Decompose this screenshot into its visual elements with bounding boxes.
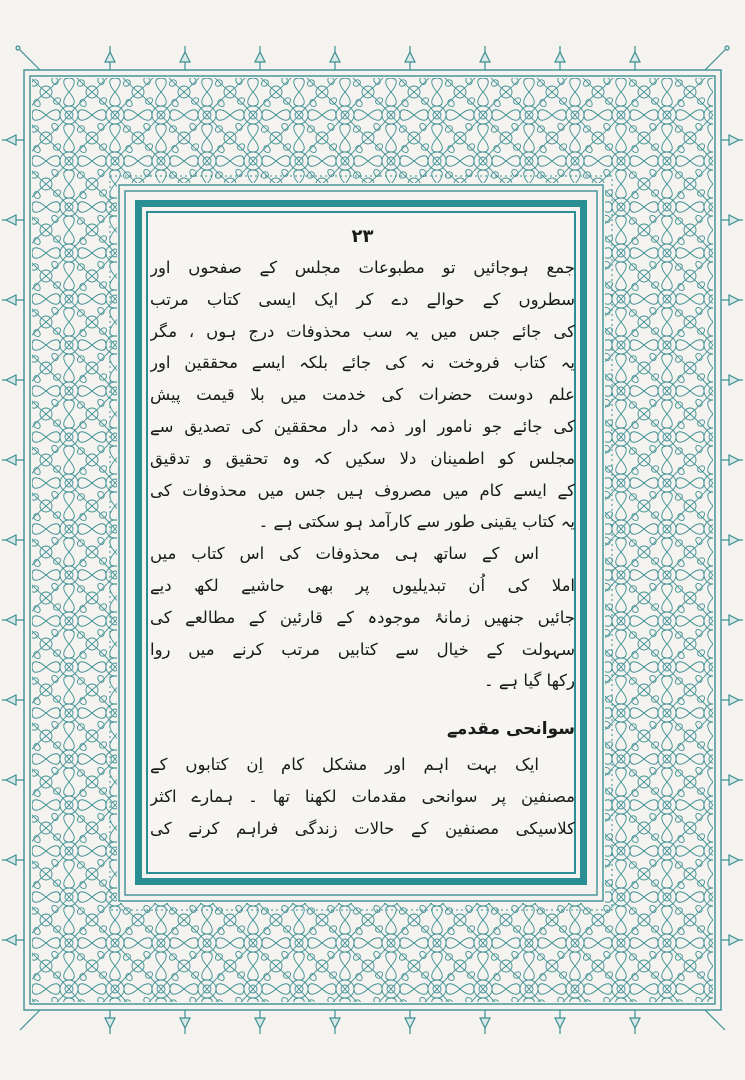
text-line: اس کے ساتھ ہی محذوفات کی اس کتاب میں xyxy=(150,544,539,564)
paragraph-3 xyxy=(150,749,575,844)
text-line: سہولت کے خیال سے کتابیں مرتب کرنے میں روا xyxy=(150,639,575,659)
text-line: علم دوست حضرات کی خدمت میں بلا قیمت پیش xyxy=(150,385,575,405)
text-line: کلاسیکی مصنفین کے حالات زندگی فراہم کرنے کی xyxy=(150,818,575,838)
text-line: جمع ہوجائیں تو مطبوعات مجلس کے صفحوں اور xyxy=(150,258,575,277)
text-line: کے ایسے کام میں مصروف ہیں جس میں محذوفات کی xyxy=(150,480,575,500)
text-line: مجلس کو اطمینان دلا سکیں کہ وہ تحقیق و تدقیق xyxy=(150,448,575,468)
text-line: کی جائے جو نامور اور ذمہ دار محققین کی تصدیق سے xyxy=(150,416,575,436)
paragraph-1 xyxy=(150,252,575,538)
text-line: جائیں جنھیں زمانۂ موجودہ کے قارئین کے مطالعے کی xyxy=(150,607,575,627)
paragraph-2 xyxy=(150,538,575,697)
text-line: رکھا گیا ہے ۔ xyxy=(483,671,575,691)
text-line: املا کی اُن تبدیلیوں پر بھی حاشیے لکھ دیے xyxy=(150,575,575,595)
text-line: کی جائے جس میں یہ سب محذوفات درج ہوں ، مگر xyxy=(150,321,575,341)
page-number: ۲۳ xyxy=(351,226,374,247)
text-line: یہ کتاب یقینی طور سے کارآمد ہو سکتی ہے ۔ xyxy=(258,512,575,532)
section-heading: سوانحی مقدمے xyxy=(446,719,575,740)
text-column xyxy=(150,222,575,872)
text-line: ایک بہت اہم اور مشکل کام اِن کتابوں کے xyxy=(150,755,539,775)
text-line: سطروں کے حوالے دے کر ایک ایسی کتاب مرتب xyxy=(150,289,575,309)
text-line: یہ کتاب فروخت نہ کی جائے بلکہ ایسے محققین اور xyxy=(150,353,575,373)
text-line: مصنفین پر سوانحی مقدمات لکھنا تھا ۔ ہمارے اکثر xyxy=(150,786,575,806)
